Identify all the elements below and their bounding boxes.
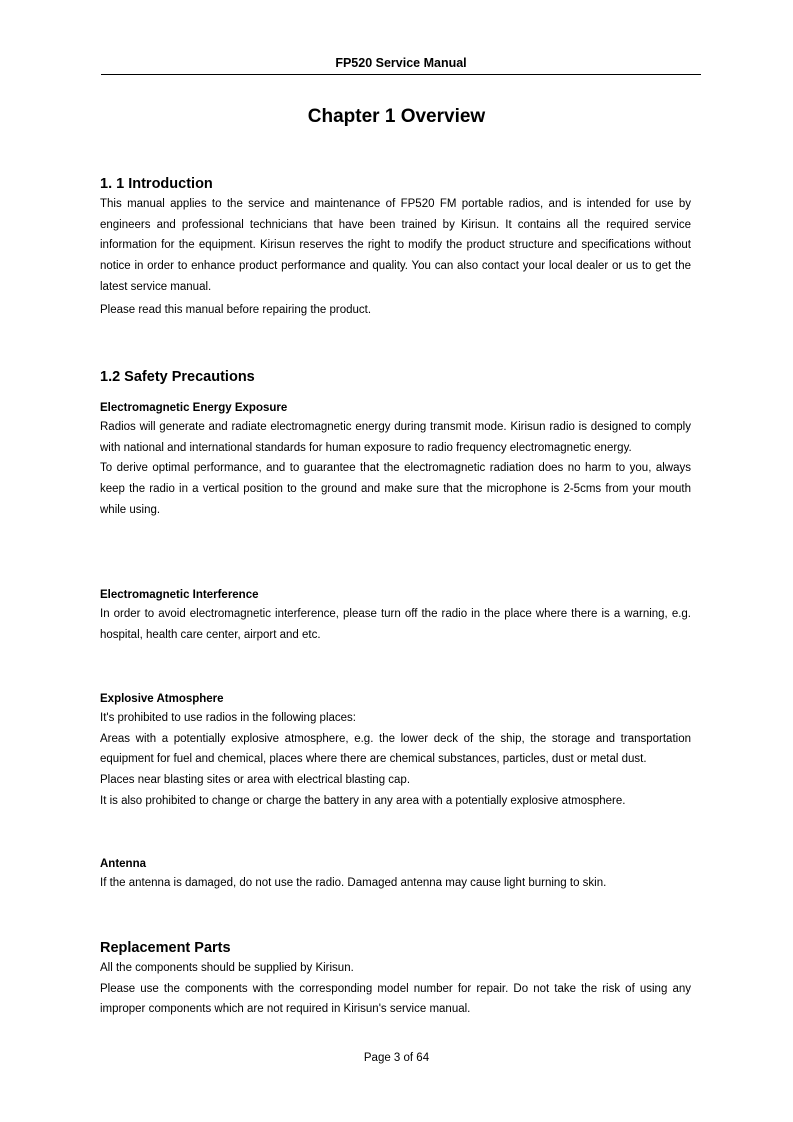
explosive-paragraph-3: Places near blasting sites or area with electrical blasting cap.: [100, 774, 411, 787]
em-exposure-paragraph-1: Radios will generate and radiate electromagnetic energy during transmit mode. Kirisun radio is designed to comply with national and international standards for human exposure to radio frequency electromagnetic energy.: [100, 421, 691, 454]
subsection-antenna: [100, 858, 691, 894]
explosive-paragraph-4: It is also prohibited to change or charge the battery in any area with a potentially explosive atmosphere.: [100, 794, 626, 807]
chapter-title: Chapter 1 Overview: [307, 106, 486, 127]
em-interference-heading: Electromagnetic Interference: [100, 589, 259, 601]
replacement-parts-paragraph-1: All the components should be supplied by Kirisun.: [100, 962, 354, 974]
introduction-heading: 1. 1 Introduction: [100, 176, 213, 192]
subsection-explosive-atmosphere: [100, 693, 691, 812]
subsection-em-interference: [100, 589, 691, 645]
subsection-replacement-parts: [100, 940, 691, 1020]
em-exposure-paragraph-2: To derive optimal performance, and to guarantee that the electromagnetic radiation does no harm to you, always keep the radio in a vertical position to the ground and make sure that the microphone is 2-5cms from your mouth while using.: [100, 462, 691, 516]
replacement-parts-heading: Replacement Parts: [100, 940, 231, 956]
introduction-note: Please read this manual before repairing the product.: [100, 303, 372, 316]
subsection-em-exposure: [100, 402, 691, 521]
safety-heading: 1.2 Safety Precautions: [100, 369, 255, 385]
antenna-paragraph: If the antenna is damaged, do not use the radio. Damaged antenna may cause light burning to skin.: [100, 877, 607, 889]
antenna-heading: Antenna: [100, 858, 146, 870]
section-introduction: [100, 176, 691, 320]
em-exposure-heading: Electromagnetic Energy Exposure: [100, 402, 288, 414]
explosive-paragraph-1: It's prohibited to use radios in the following places:: [100, 712, 356, 724]
em-interference-paragraph: In order to avoid electromagnetic interference, please turn off the radio in the place where there is a warning, e.g. hospital, health care center, airport and etc.: [100, 608, 691, 641]
page-header-title: FP520 Service Manual: [101, 56, 701, 75]
introduction-paragraph: This manual applies to the service and maintenance of FP520 FM portable radios, and is intended for use by engineers and professional technicians that have been trained by Kirisun. It contains all the required service information for the equipment. Kirisun reserves the right to modify the product structure and specifications without notice in order to enhance product performance and quality. You can also contact your local dealer or us to get the latest service manual.: [100, 198, 691, 293]
explosive-heading: Explosive Atmosphere: [100, 693, 224, 705]
explosive-paragraph-2: Areas with a potentially explosive atmosphere, e.g. the lower deck of the ship, the storage and transportation equipment for fuel and chemical, places where there are chemical substances, particles, dust or metal dust.: [100, 732, 691, 766]
page-number: Page 3 of 64: [363, 1052, 430, 1064]
section-safety-precautions: [100, 369, 691, 385]
replacement-parts-paragraph-2: Please use the components with the corresponding model number for repair. Do not take the risk of using any improper components which are not required in Kirisun's service manual.: [100, 982, 691, 1016]
